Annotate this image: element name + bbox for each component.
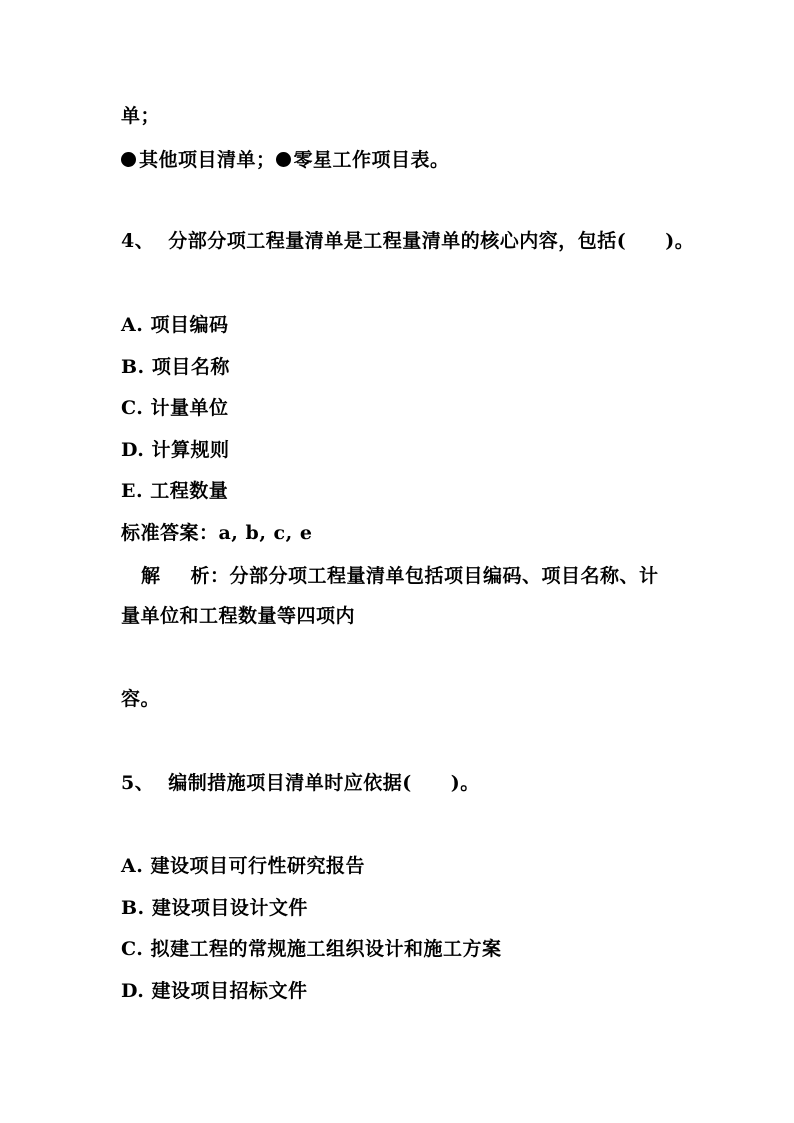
bullet-line <box>121 148 450 172</box>
option-text: 建设项目招标文件 <box>151 980 308 1002</box>
bullet-item-1: 其他项目清单； <box>139 149 276 171</box>
intro-line <box>121 104 160 128</box>
q4-option-b <box>121 355 230 379</box>
q4-analysis <box>141 564 659 588</box>
option-text: 项目名称 <box>151 356 230 378</box>
option-letter: D. <box>121 980 145 1002</box>
option-text: 工程数量 <box>150 480 229 502</box>
q4-option-e <box>121 479 228 503</box>
option-text: 建设项目可行性研究报告 <box>150 855 365 877</box>
option-text: 计算规则 <box>151 439 230 461</box>
analysis-text: 量单位和工程数量等四项内 <box>121 605 356 627</box>
q4-answer <box>121 521 312 545</box>
q5-option-a <box>121 854 365 878</box>
analysis-text: 分部分项工程量清单包括项目编码、项目名称、计 <box>229 565 659 587</box>
q5-option-b <box>121 896 308 920</box>
option-text: 计量单位 <box>150 397 229 419</box>
option-letter: B. <box>121 897 145 919</box>
intro-text: 单； <box>121 105 161 127</box>
option-text: 拟建工程的常规施工组织设计和施工方案 <box>150 938 502 960</box>
option-letter: D. <box>121 439 145 461</box>
question-4-stem <box>121 229 694 253</box>
q4-option-d <box>121 438 230 462</box>
option-letter: E. <box>121 480 144 502</box>
question-number: 4、 <box>121 230 155 252</box>
question-text: 分部分项工程量清单是工程量清单的核心内容，包括( )。 <box>168 230 695 252</box>
option-letter: C. <box>121 397 144 419</box>
q4-analysis-cont <box>121 604 355 628</box>
q4-option-a <box>121 313 229 337</box>
question-text: 编制措施项目清单时应依据( )。 <box>168 772 480 794</box>
option-letter: A. <box>121 855 144 877</box>
option-text: 建设项目设计文件 <box>151 897 308 919</box>
answer-text: 标准答案：a, b, c, e <box>121 522 313 544</box>
bullet-item-2: 零星工作项目表。 <box>293 149 450 171</box>
option-letter: A. <box>121 314 144 336</box>
q4-option-c <box>121 396 229 420</box>
option-letter: C. <box>121 938 144 960</box>
q4-analysis-end <box>121 687 160 711</box>
q5-option-d <box>121 979 308 1003</box>
question-number: 5、 <box>121 772 155 794</box>
bullet-dot-icon <box>121 152 136 167</box>
analysis-label-2: 析： <box>190 565 230 587</box>
option-letter: B. <box>121 356 145 378</box>
analysis-label-1: 解 <box>141 565 161 587</box>
bullet-dot-icon <box>276 152 291 167</box>
option-text: 项目编码 <box>150 314 229 336</box>
q5-option-c <box>121 937 502 961</box>
analysis-text: 容。 <box>121 688 161 710</box>
question-5-stem <box>121 771 480 795</box>
